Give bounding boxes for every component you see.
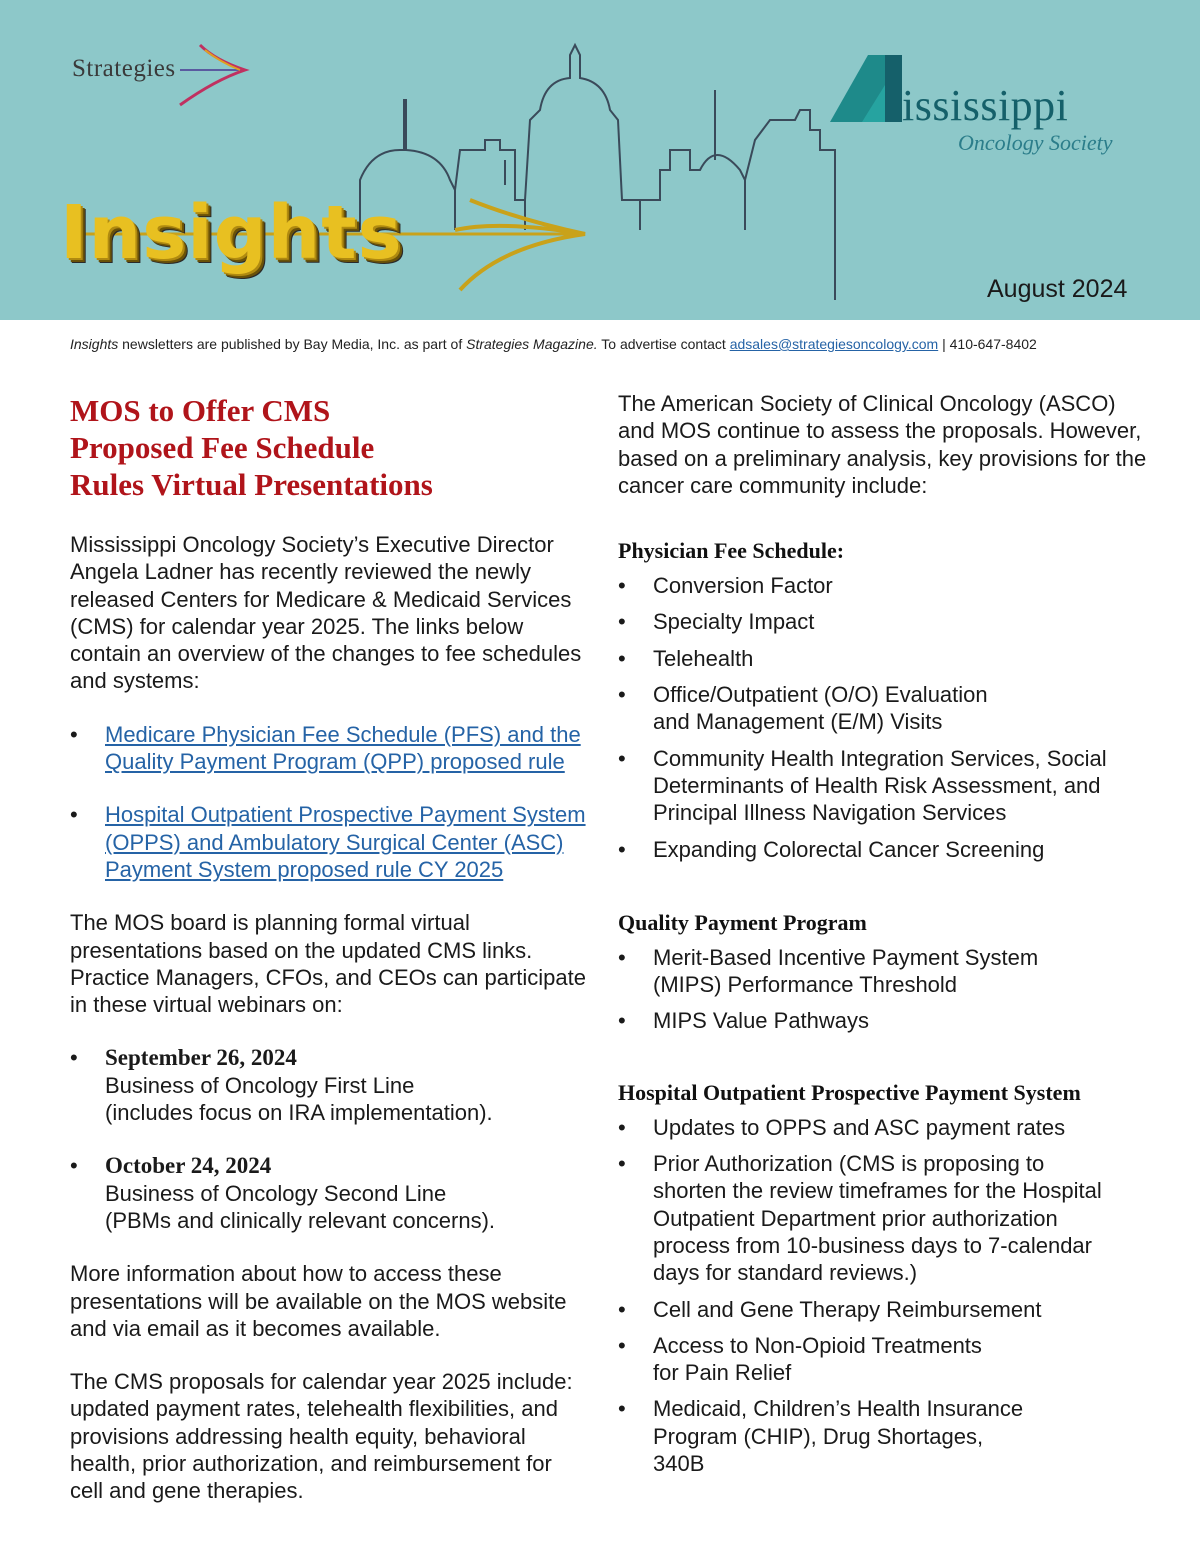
proposals-paragraph: The CMS proposals for calendar year 2025 include: updated payment rates, telehealth flexibilities, and provisions addressing health equity, behavioral health, prior authorization, and reimbursement for cell and gene therapies.: [70, 1369, 573, 1504]
opps-asc-link[interactable]: Hospital Outpatient Prospective Payment System (OPPS) and Ambulatory Surgical Center (ASC) Payment System proposed rule CY 2025: [105, 802, 586, 882]
list-item: • Expanding Colorectal Cancer Screening: [618, 836, 1158, 863]
right-column: [618, 390, 1158, 1477]
section-hospital-outpatient: [618, 1079, 1158, 1478]
publisher-text-2: To advertise contact: [597, 336, 730, 352]
publisher-magazine: Strategies Magazine.: [466, 336, 598, 352]
event-line-1a: Business of Oncology First Line: [105, 1072, 415, 1098]
section-title: Physician Fee Schedule:: [618, 538, 845, 564]
asco-paragraph: The American Society of Clinical Oncology (ASCO) and MOS continue to assess the proposals. However, based on a preliminary analysis, key provisions for the cancer care community include:: [618, 391, 1147, 498]
header-banner: [0, 0, 1200, 320]
publisher-text-1: newsletters are published by Bay Media, Inc. as part of: [118, 336, 467, 352]
link-item-pfs: [70, 721, 590, 776]
headline-line-3: Rules Virtual Presentations: [70, 467, 433, 502]
more-info-paragraph: More information about how to access these presentations will be available on the MOS website and via email as it becomes available.: [70, 1261, 567, 1341]
publisher-insights: Insights: [70, 336, 119, 352]
publisher-line: [70, 336, 1037, 352]
event-item-2: [70, 1152, 590, 1234]
board-paragraph: The MOS board is planning formal virtual presentations based on the updated CMS links. Practice Managers, CFOs, and CEOs can participate in these virtual webinars on:: [70, 910, 586, 1018]
mos-logo-wordmark: ississippi: [902, 81, 1069, 130]
issue-date: August 2024: [987, 275, 1128, 303]
list-item: • Telehealth: [618, 645, 1158, 672]
left-column: [70, 390, 590, 1505]
event-item-1: [70, 1044, 590, 1126]
headline-line-1: MOS to Offer CMS: [70, 393, 331, 428]
article-headline: [70, 392, 590, 503]
section-title: Quality Payment Program: [618, 909, 867, 935]
list-item: • Updates to OPPS and ASC payment rates: [618, 1114, 1158, 1141]
pfs-qpp-link[interactable]: Medicare Physician Fee Schedule (PFS) and the Quality Payment Program (QPP) proposed rule: [105, 721, 581, 775]
event-line-1b: (includes focus on IRA implementation).: [105, 1100, 493, 1126]
section-physician-fee-schedule: [618, 537, 1158, 863]
headline-line-2: Proposed Fee Schedule: [70, 430, 375, 465]
list-item: • Merit-Based Incentive Payment System (MIPS) Performance Threshold: [618, 944, 1048, 999]
publisher-phone: | 410-647-8402: [938, 336, 1037, 352]
insights-logo: Insights: [60, 190, 403, 276]
list-item: • MIPS Value Pathways: [618, 1007, 1158, 1034]
list-item: • Conversion Factor: [618, 572, 1158, 599]
list-item: • Medicaid, Children’s Health Insurance Program (CHIP), Drug Shortages, 340B: [618, 1395, 1038, 1477]
link-item-opps: [70, 801, 590, 883]
section-quality-payment-program: [618, 909, 1158, 1035]
intro-paragraph: Mississippi Oncology Society’s Executive Director Angela Ladner has recently reviewed the newly released Centers for Medicare & Medicaid Services (CMS) for calendar year 2025. The links below contain an overview of the changes to fee schedules and systems:: [70, 532, 582, 694]
mos-logo-subtitle: Oncology Society: [958, 130, 1113, 155]
list-item: • Cell and Gene Therapy Reimbursement: [618, 1296, 1158, 1323]
strategies-logo: Strategies: [72, 55, 176, 82]
list-item: • Community Health Integration Services, Social Determinants of Health Risk Assessment, and Principal Illness Navigation Services: [618, 745, 1158, 827]
event-line-2a: Business of Oncology Second Line: [105, 1180, 447, 1206]
list-item: • Specialty Impact: [618, 608, 1158, 635]
list-item: • Prior Authorization (CMS is proposing to shorten the review timeframes for the Hospital Outpatient Department prior authorization process from 10-business days to 7-calendar days for standard reviews.): [618, 1150, 1118, 1286]
list-item: • Access to Non-Opioid Treatments for Pain Relief: [618, 1332, 998, 1387]
list-item: • Office/Outpatient (O/O) Evaluation and Management (E/M) Visits: [618, 681, 1018, 736]
advertise-email-link[interactable]: adsales@strategiesoncology.com: [729, 336, 939, 352]
event-date-1: • September 26, 2024: [105, 1045, 297, 1071]
section-title: Hospital Outpatient Prospective Payment System: [618, 1079, 1081, 1105]
event-date-2: • October 24, 2024: [105, 1153, 272, 1179]
event-line-2b: (PBMs and clinically relevant concerns).: [105, 1207, 496, 1233]
